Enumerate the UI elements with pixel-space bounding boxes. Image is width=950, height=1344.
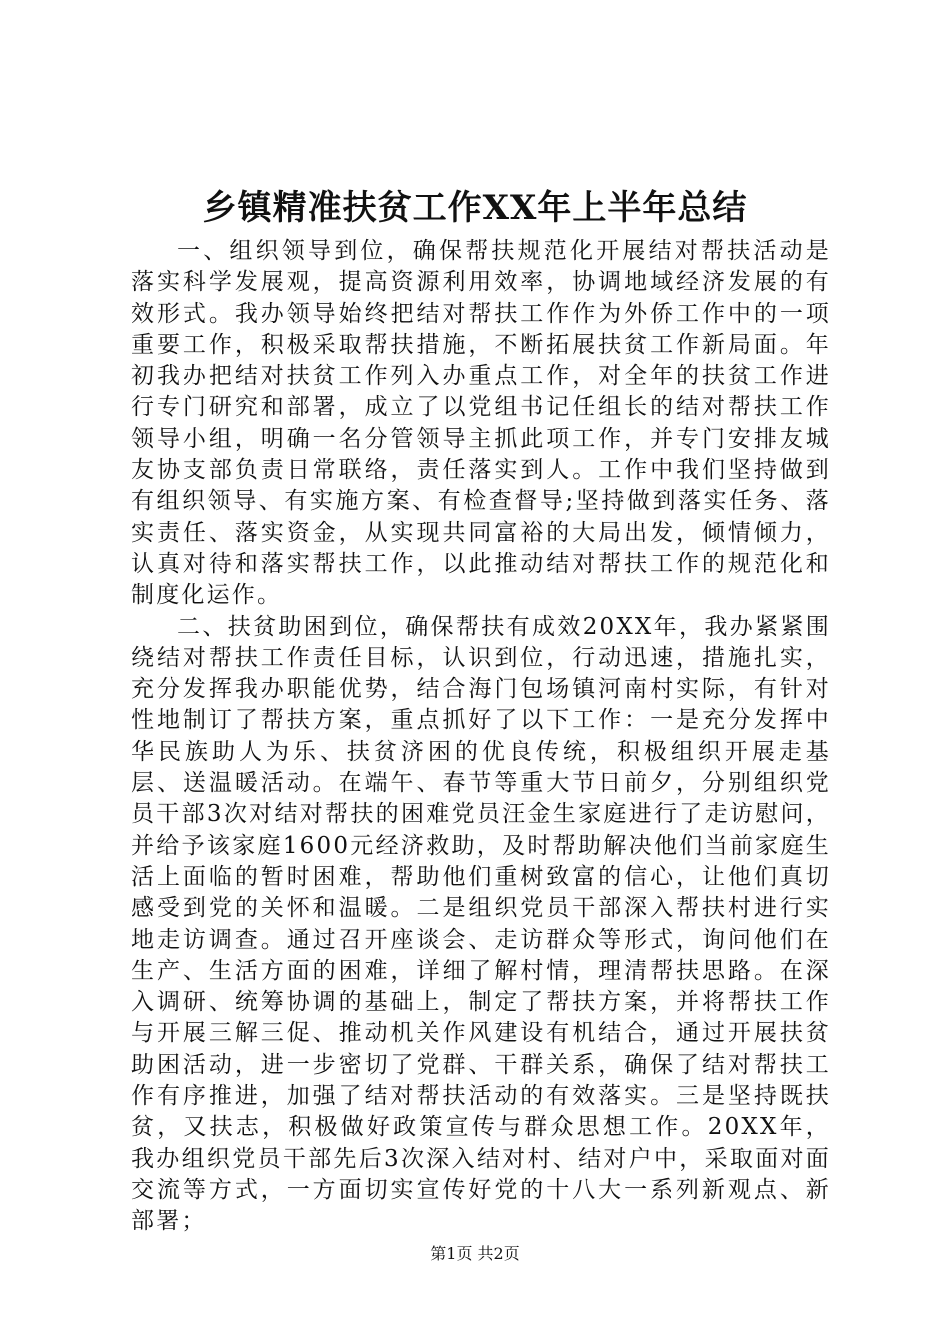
document-body — [131, 236, 831, 1238]
document-title: 乡镇精准扶贫工作XX年上半年总结 — [202, 188, 748, 228]
page-number: 第1页 共2页 — [430, 1244, 520, 1263]
paragraph-1: 一、组织领导到位，确保帮扶规范化开展结对帮扶活动是落实科学发展观，提高资源利用效率，协调地域经济发展的有效形式。我办领导始终把结对帮扶工作作为外侨工作中的一项重要工作，积极采取帮扶措施，不断拓展扶贫工作新局面。年初我办把结对扶贫工作列入办重点工作，对全年的扶贫工作进行专门研究和部署，成立了以党组书记任组长的结对帮扶工作领导小组，明确一名分管领导主抓此项工作，并专门安排友城友协支部负责日常联络，责任落实到人。工作中我们坚持做到有组织领导、有实施方案、有检查督导;坚持做到落实任务、落实责任、落实资金，从实现共同富裕的大局出发，倾情倾力，认真对待和落实帮扶工作，以此推动结对帮扶工作的规范化和制度化运作。 — [131, 238, 831, 609]
paragraph-2: 二、扶贫助困到位，确保帮扶有成效20XX年，我办紧紧围绕结对帮扶工作责任目标，认识到位，行动迅速，措施扎实，充分发挥我办职能优势，结合海门包场镇河南村实际，有针对性地制订了帮扶方案，重点抓好了以下工作：一是充分发挥中华民族助人为乐、扶贫济困的优良传统，积极组织开展走基层、送温暖活动。在端午、春节等重大节日前夕，分别组织党员干部3次对结对帮扶的困难党员汪金生家庭进行了走访慰问，并给予该家庭1600元经济救助，及时帮助解决他们当前家庭生活上面临的暂时困难，帮助他们重树致富的信心，让他们真切感受到党的关怀和温暖。二是组织党员干部深入帮扶村进行实地走访调查。通过召开座谈会、走访群众等形式，询问他们在生产、生活方面的困难，详细了解村情，理清帮扶思路。在深入调研、统筹协调的基础上，制定了帮扶方案，并将帮扶工作与开展三解三促、推动机关作风建设有机结合，通过开展扶贫助困活动，进一步密切了党群、干群关系，确保了结对帮扶工作有序推进，加强了结对帮扶活动的有效落实。三是坚持既扶贫，又扶志，积极做好政策宣传与群众思想工作。20XX年，我办组织党员干部先后3次深入结对村、结对户中，采取面对面交流等方式，一方面切实宣传好党的十八大一系列新观点、新部署； — [131, 613, 831, 1235]
